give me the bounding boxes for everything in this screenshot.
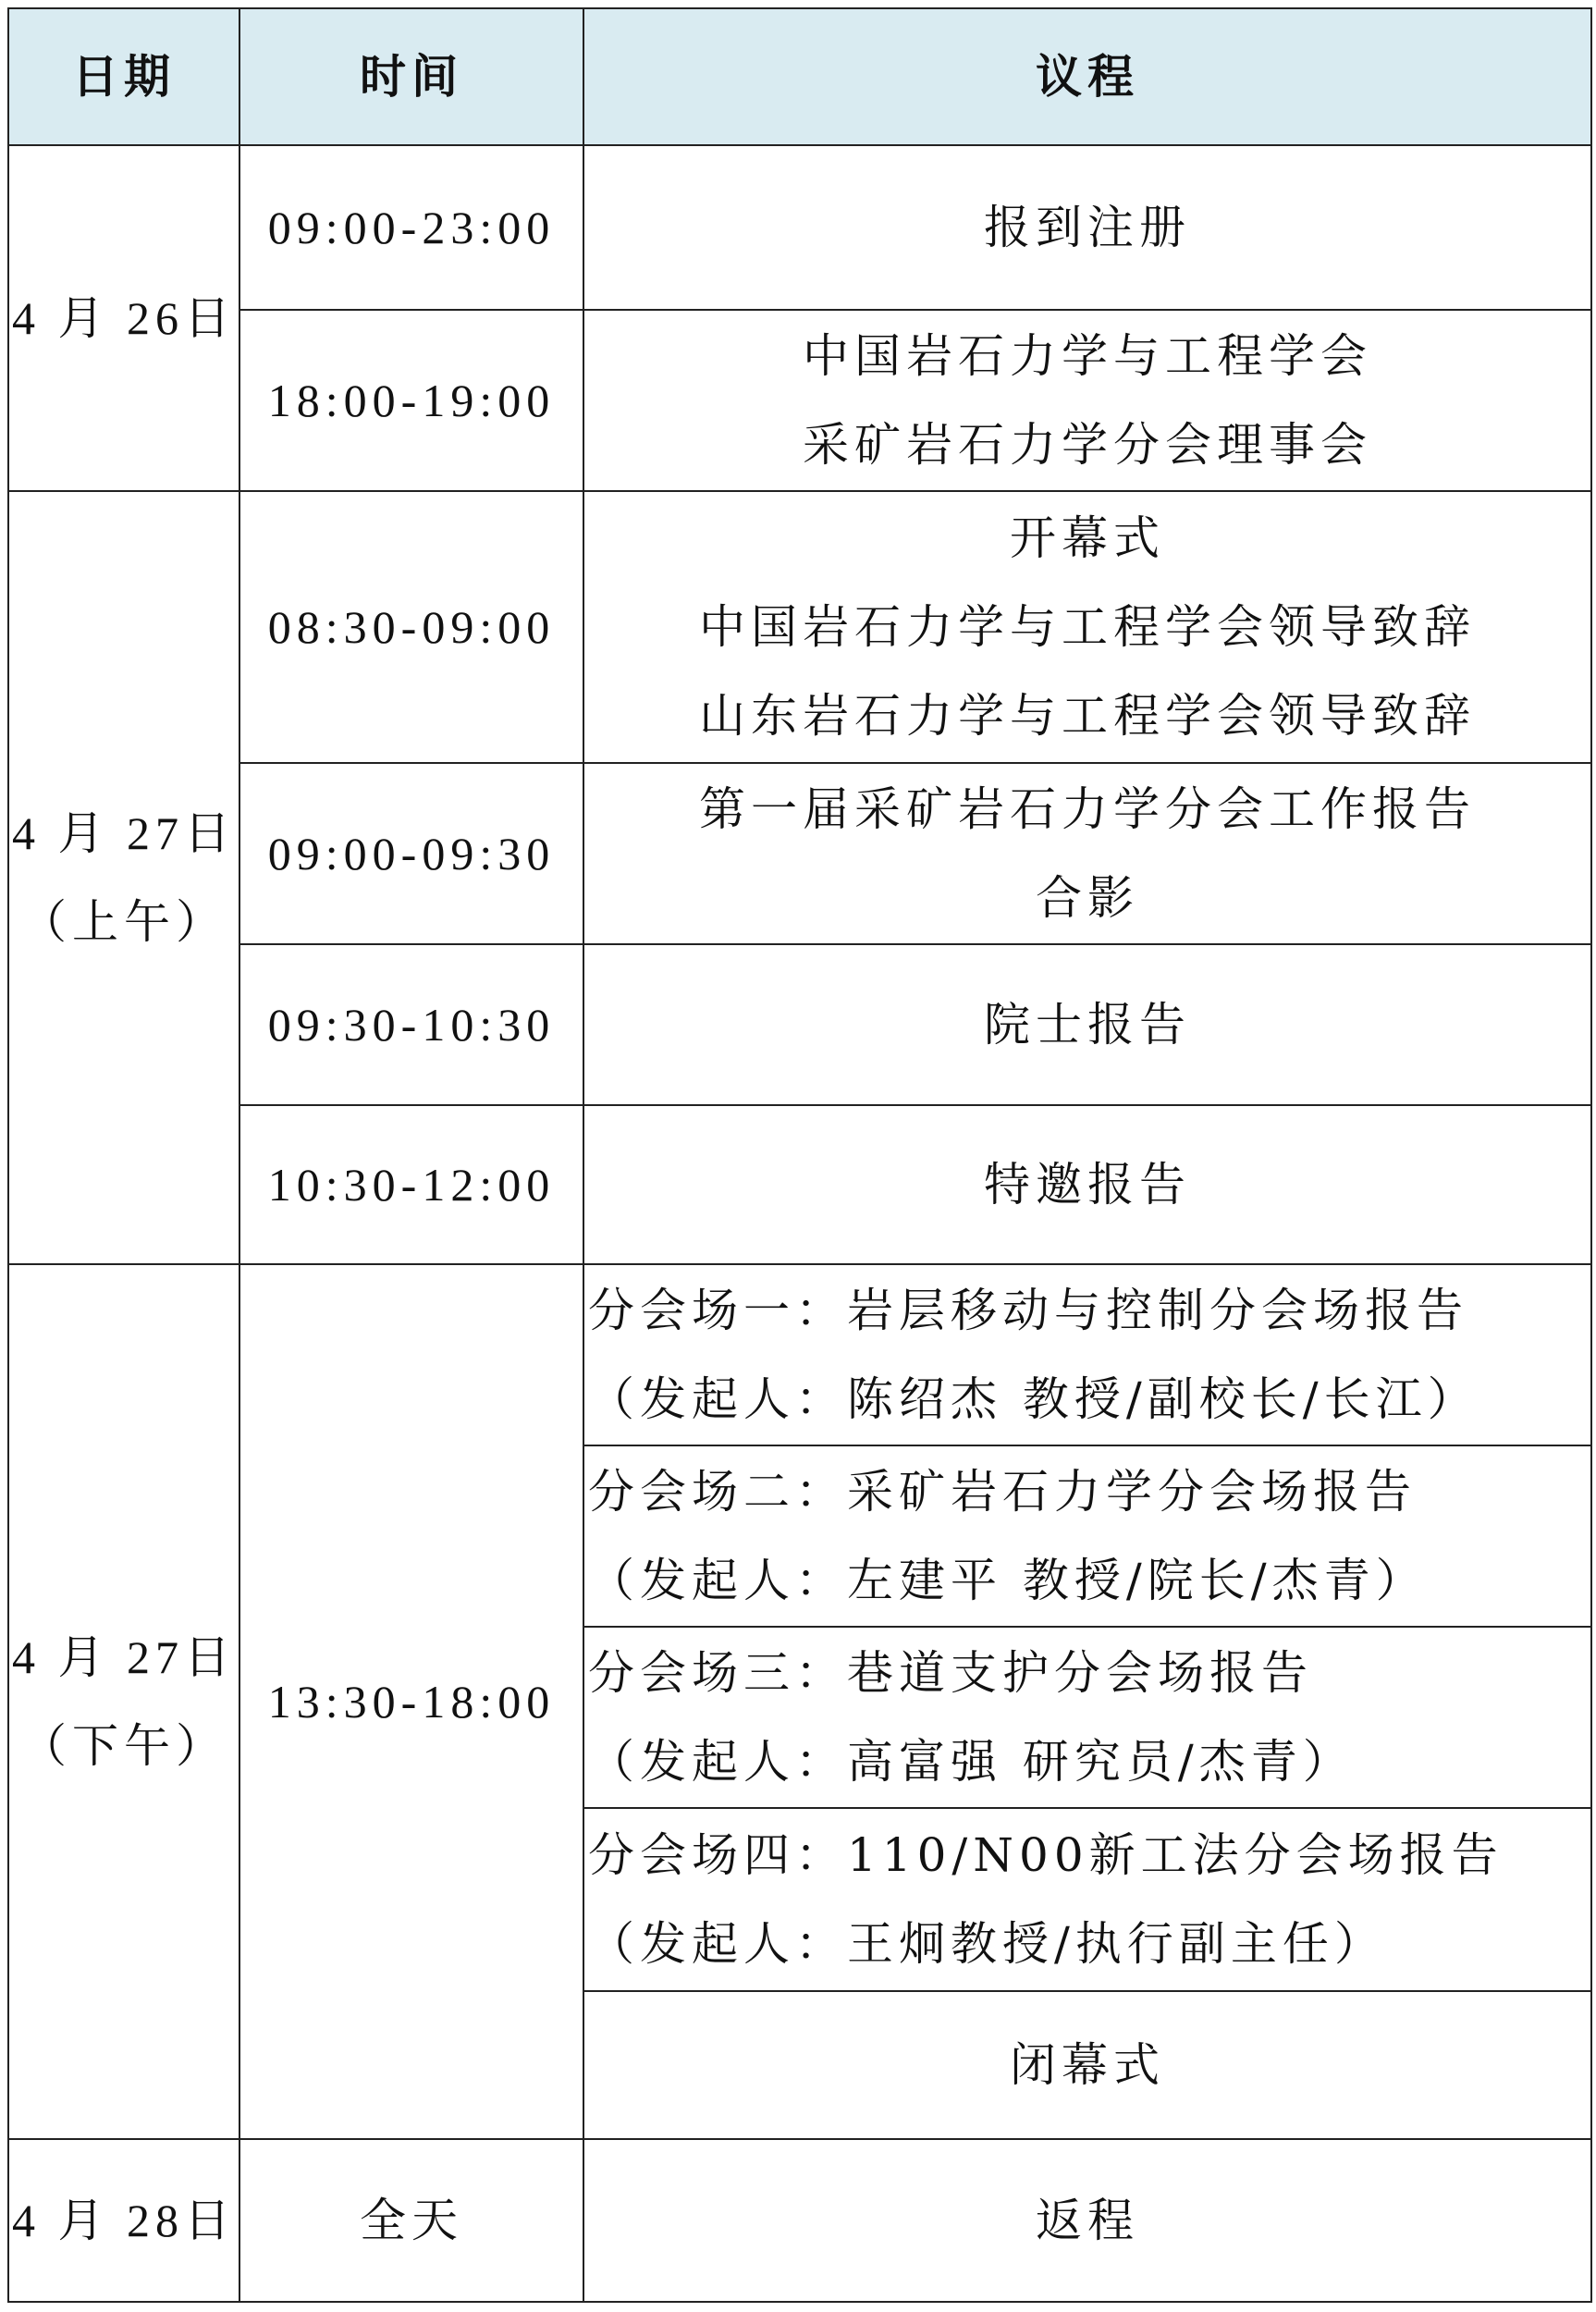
agenda-line: 采矿岩石力学分会理事会	[803, 418, 1372, 472]
session-title: 分会场三：巷道支护分会场报告	[588, 1646, 1313, 1700]
closing-ceremony: 闭幕式	[1010, 2038, 1165, 2092]
agenda-line: 特邀报告	[984, 1158, 1191, 1211]
table-header-row	[8, 8, 1591, 145]
table-row	[8, 944, 1591, 1105]
agenda-cell	[583, 1991, 1591, 2139]
agenda-line: 中国岩石力学与工程学会领导致辞	[699, 600, 1476, 654]
agenda-line: 院士报告	[984, 998, 1191, 1051]
table-row	[8, 145, 1591, 310]
agenda-cell	[583, 763, 1591, 944]
session-organizer: （发起人：王炯教授/执行副主任）	[588, 1917, 1386, 1971]
schedule-table	[7, 7, 1592, 2303]
agenda-line: 返程	[1036, 2194, 1139, 2247]
date-label: 4 月 28日	[12, 2195, 236, 2246]
time-cell: 08:30-09:00	[239, 491, 583, 763]
table-row	[8, 1264, 1591, 1445]
agenda-cell	[583, 944, 1591, 1105]
time-cell: 10:30-12:00	[239, 1105, 583, 1264]
date-cell	[8, 145, 239, 491]
session-title: 分会场一：岩层移动与控制分会场报告	[588, 1284, 1468, 1337]
header-agenda: 议程	[583, 8, 1591, 145]
session-organizer: （发起人：左建平 教授/院长/杰青）	[588, 1554, 1428, 1607]
session-title: 分会场二：采矿岩石力学分会场报告	[588, 1465, 1417, 1519]
date-label: 4 月 26日	[12, 292, 236, 344]
session-title: 分会场四：110/N00新工法分会场报告	[588, 1828, 1504, 1882]
agenda-cell	[583, 491, 1591, 763]
time-cell: 13:30-18:00	[239, 1264, 583, 2139]
session-organizer: （发起人：陈绍杰 教授/副校长/长江）	[588, 1372, 1479, 1426]
time-cell: 09:00-23:00	[239, 145, 583, 310]
session-cell	[583, 1264, 1591, 1445]
agenda-cell	[583, 1105, 1591, 1264]
agenda-cell	[583, 145, 1591, 310]
session-organizer: （发起人：高富强 研究员/杰青）	[588, 1735, 1355, 1789]
time-cell: 09:30-10:30	[239, 944, 583, 1105]
header-time: 时间	[239, 8, 583, 145]
session-cell	[583, 1808, 1591, 1991]
date-label: 4 月 27日	[12, 807, 236, 859]
time-cell: 全天	[239, 2139, 583, 2302]
date-note: （上午）	[20, 896, 227, 948]
table-row	[8, 1105, 1591, 1264]
agenda-line: 第一届采矿岩石力学分会工作报告	[699, 782, 1476, 836]
time-cell: 18:00-19:00	[239, 310, 583, 491]
time-cell: 09:00-09:30	[239, 763, 583, 944]
agenda-cell	[583, 310, 1591, 491]
date-label: 4 月 27日	[12, 1631, 236, 1683]
session-cell	[583, 1627, 1591, 1808]
date-cell	[8, 1264, 239, 2139]
agenda-line: 报到注册	[984, 201, 1191, 254]
date-cell	[8, 2139, 239, 2302]
agenda-cell	[583, 2139, 1591, 2302]
agenda-line: 开幕式	[1010, 511, 1165, 565]
table-row	[8, 491, 1591, 763]
table-row	[8, 763, 1591, 944]
table-row	[8, 2139, 1591, 2302]
date-note: （下午）	[20, 1720, 227, 1772]
agenda-line: 合影	[1036, 871, 1139, 925]
date-cell	[8, 491, 239, 1264]
agenda-line: 山东岩石力学与工程学会领导致辞	[699, 689, 1476, 743]
header-date: 日期	[8, 8, 239, 145]
agenda-line: 中国岩石力学与工程学会	[803, 329, 1372, 383]
session-cell	[583, 1445, 1591, 1627]
table-row	[8, 310, 1591, 491]
